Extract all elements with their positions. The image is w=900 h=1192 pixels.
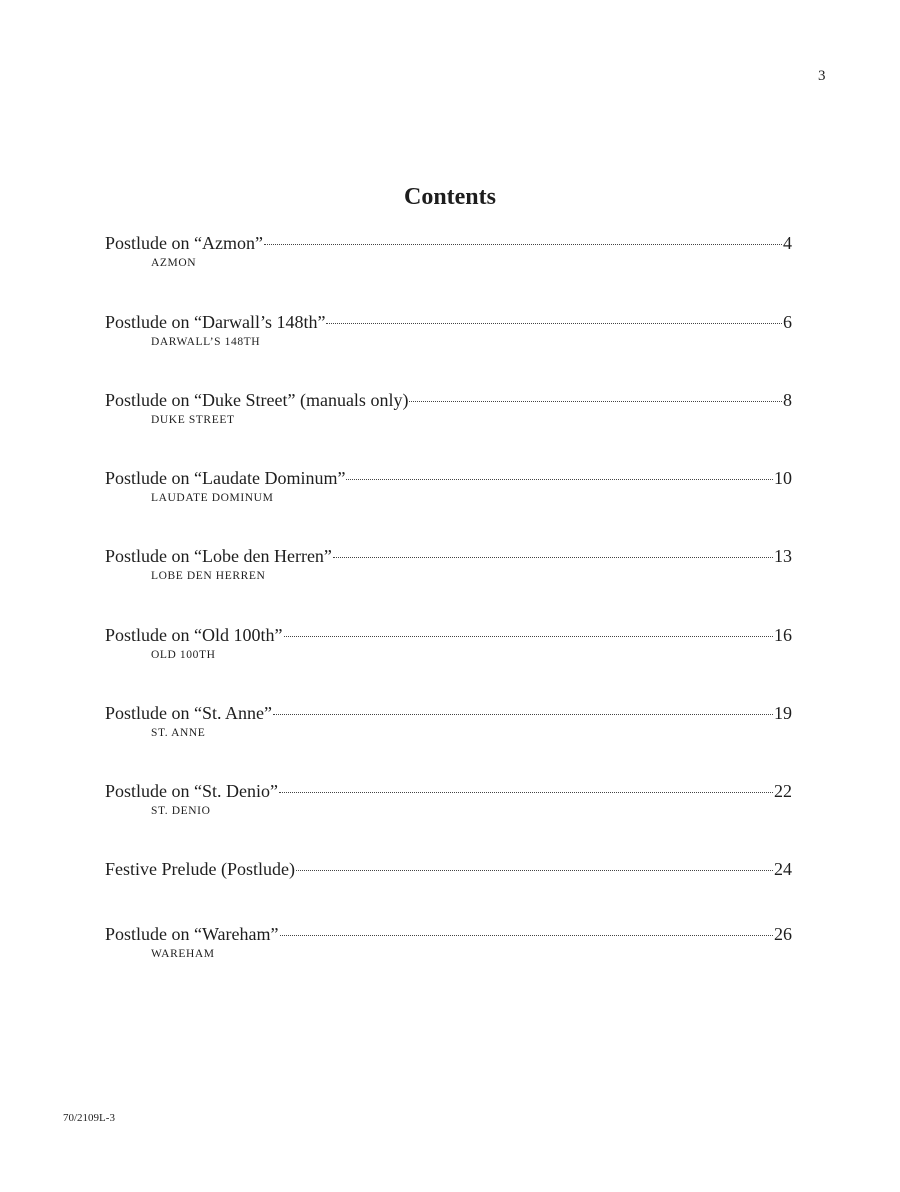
- dot-leader: [264, 244, 782, 245]
- toc-entry-page: 13: [774, 546, 792, 566]
- toc-entry-title: Postlude on “Laudate Dominum”: [105, 468, 346, 488]
- toc-entry-page: 22: [774, 781, 792, 801]
- dot-leader: [409, 401, 782, 402]
- toc-entry-tune: LAUDATE DOMINUM: [151, 492, 274, 504]
- toc-entry-tune: DARWALL’S 148TH: [151, 336, 261, 348]
- toc-entry-title: Postlude on “Wareham”: [105, 924, 279, 944]
- dot-leader: [284, 636, 774, 637]
- page-title: Contents: [403, 184, 496, 210]
- toc-entry-tune: ST. DENIO: [151, 805, 211, 817]
- toc-entry-tune: WAREHAM: [151, 948, 215, 960]
- toc-entry-title: Postlude on “St. Denio”: [105, 781, 278, 801]
- toc-entry[interactable]: [105, 545, 792, 582]
- toc-entry-title: Postlude on “Old 100th”: [105, 625, 283, 645]
- toc-entry[interactable]: [105, 232, 792, 269]
- toc-entry-tune: OLD 100TH: [151, 649, 216, 661]
- toc-entry-page: 4: [783, 233, 792, 253]
- toc-entry-page: 6: [783, 312, 792, 332]
- toc-entry-title: Festive Prelude (Postlude): [105, 859, 295, 879]
- toc-entry-page: 26: [774, 924, 792, 944]
- toc-entry-tune: DUKE STREET: [151, 414, 235, 426]
- dot-leader: [346, 479, 773, 480]
- toc-entry[interactable]: [105, 389, 792, 426]
- toc-entry[interactable]: [105, 467, 792, 504]
- toc-entry-tune: ST. ANNE: [151, 727, 206, 739]
- dot-leader: [280, 935, 774, 936]
- toc-entry-title: Postlude on “Azmon”: [105, 233, 263, 253]
- toc-entry-title: Postlude on “St. Anne”: [105, 703, 272, 723]
- toc-entry-title: Postlude on “Darwall’s 148th”: [105, 312, 326, 332]
- toc-entry-title: Postlude on “Lobe den Herren”: [105, 546, 332, 566]
- toc-entry[interactable]: [105, 702, 792, 739]
- toc-entry-page: 8: [783, 390, 792, 410]
- dot-leader: [273, 714, 773, 715]
- dot-leader: [326, 323, 782, 324]
- dot-leader: [296, 870, 773, 871]
- toc-entry-page: 16: [774, 625, 792, 645]
- toc-entry[interactable]: [105, 624, 792, 661]
- toc-entry-tune: LOBE DEN HERREN: [151, 570, 266, 582]
- catalog-number: 70/2109L-3: [63, 1112, 115, 1124]
- toc-entry-tune: AZMON: [151, 257, 197, 269]
- toc-entry[interactable]: [105, 780, 792, 817]
- dot-leader: [333, 557, 773, 558]
- toc-entry-page: 19: [774, 703, 792, 723]
- toc-entry[interactable]: [105, 923, 792, 960]
- toc-entry[interactable]: [105, 858, 792, 880]
- toc-entry-page: 10: [774, 468, 792, 488]
- toc-entry-page: 24: [774, 859, 792, 879]
- toc-entry-title: Postlude on “Duke Street” (manuals only): [105, 390, 409, 410]
- dot-leader: [279, 792, 773, 793]
- toc-entry[interactable]: [105, 311, 792, 348]
- page-number: 3: [818, 68, 826, 84]
